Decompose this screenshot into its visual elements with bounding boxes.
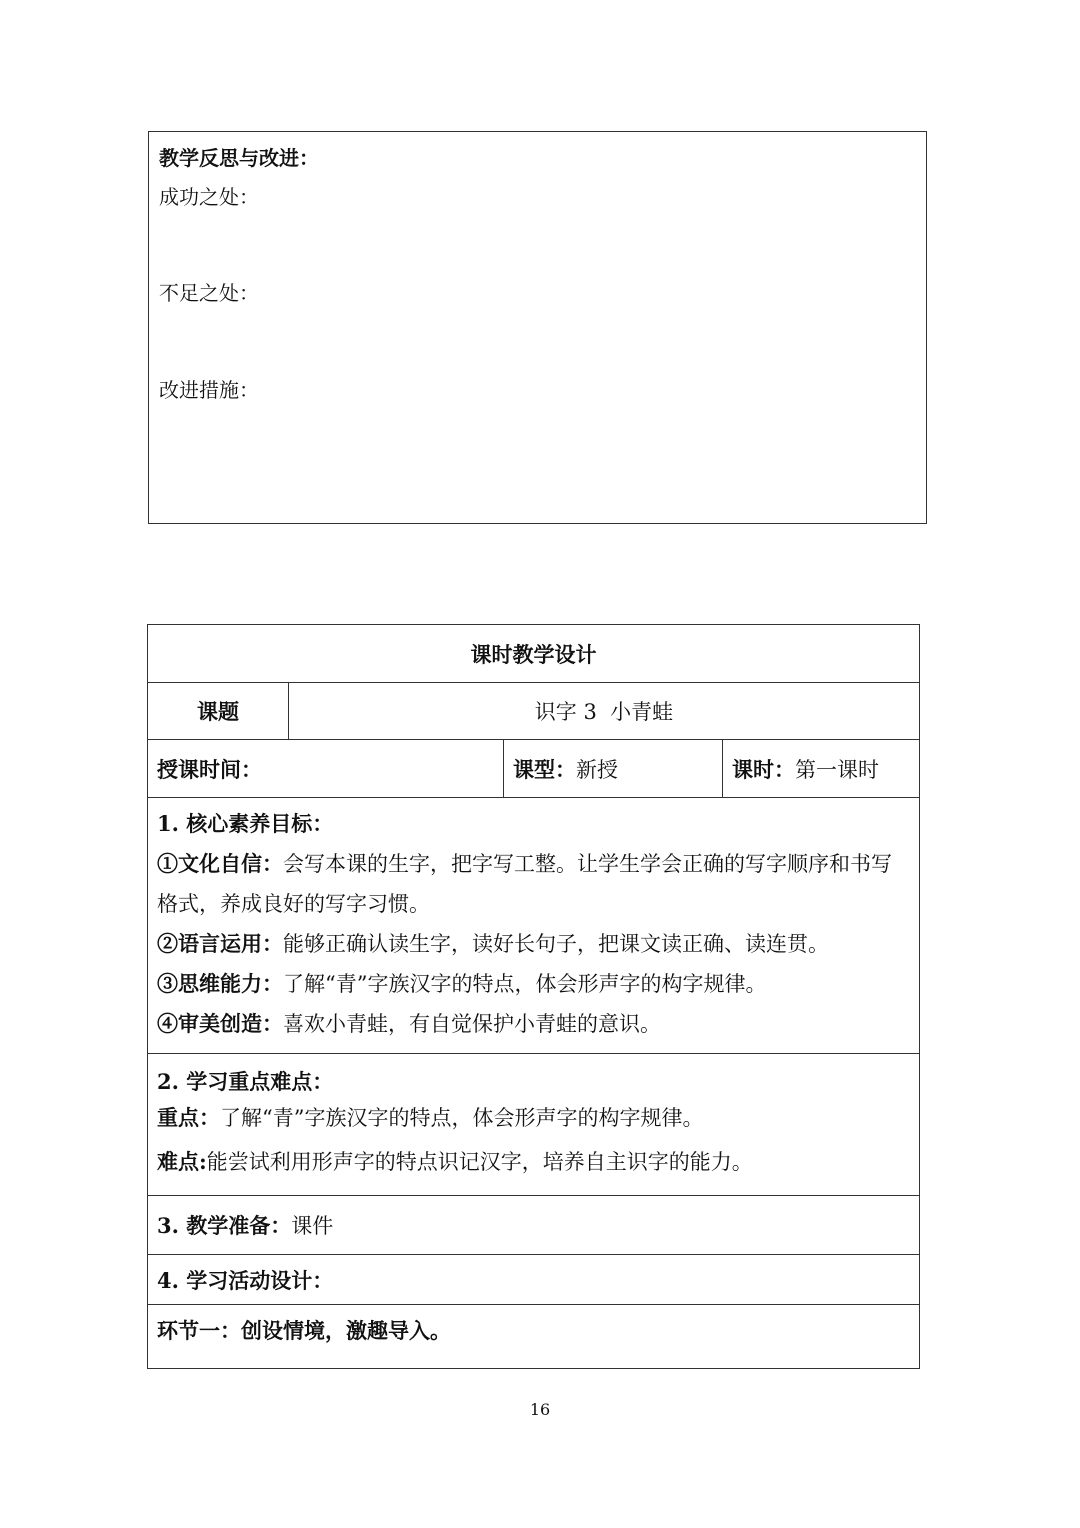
success-label: 成功之处： [159, 185, 259, 209]
goal-item: ①文化自信：会写本课的生字，把字写工整。让学生学会正确的写字顺序和书写格式，养成良好的写字习惯。 [157, 851, 892, 916]
activities-heading: 4. 学习活动设计： [148, 1255, 920, 1305]
stage-one: 环节一：创设情境，激趣导入。 [148, 1305, 920, 1369]
goals-cell [148, 798, 920, 1054]
period-cell: 课时：第一课时 [723, 740, 920, 798]
reflection-heading: 教学反思与改进： [159, 146, 319, 170]
shortcoming-label: 不足之处： [159, 281, 259, 305]
goal-item: ②语言运用：能够正确认读生字，读好长句子，把课文读正确、读连贯。 [157, 931, 829, 956]
key-points-heading: 2. 学习重点难点： [157, 1069, 334, 1094]
key-point: 重点：了解“青”字族汉字的特点，体会形声字的构字规律。 [157, 1105, 704, 1130]
page-number: 16 [529, 1400, 551, 1419]
improvement-label: 改进措施： [159, 378, 259, 402]
topic-value: 识字 3 小青蛙 [289, 683, 920, 740]
key-points-cell [148, 1054, 920, 1196]
difficult-point: 难点:能尝试利用形声字的特点识记汉字，培养自主识字的能力。 [157, 1149, 753, 1174]
goal-item: ④审美创造：喜欢小青蛙，有自觉保护小青蛙的意识。 [157, 1011, 661, 1036]
design-title: 课时教学设计 [148, 625, 920, 683]
time-cell: 授课时间： [148, 740, 504, 798]
type-cell: 课型：新授 [504, 740, 723, 798]
goal-item: ③思维能力：了解“青”字族汉字的特点，体会形声字的构字规律。 [157, 971, 767, 996]
topic-label: 课题 [148, 683, 289, 740]
lesson-design-table [147, 624, 920, 1369]
preparation-cell: 3. 教学准备：课件 [148, 1196, 920, 1255]
goals-heading: 1. 核心素养目标： [157, 811, 334, 836]
reflection-box [148, 131, 927, 524]
